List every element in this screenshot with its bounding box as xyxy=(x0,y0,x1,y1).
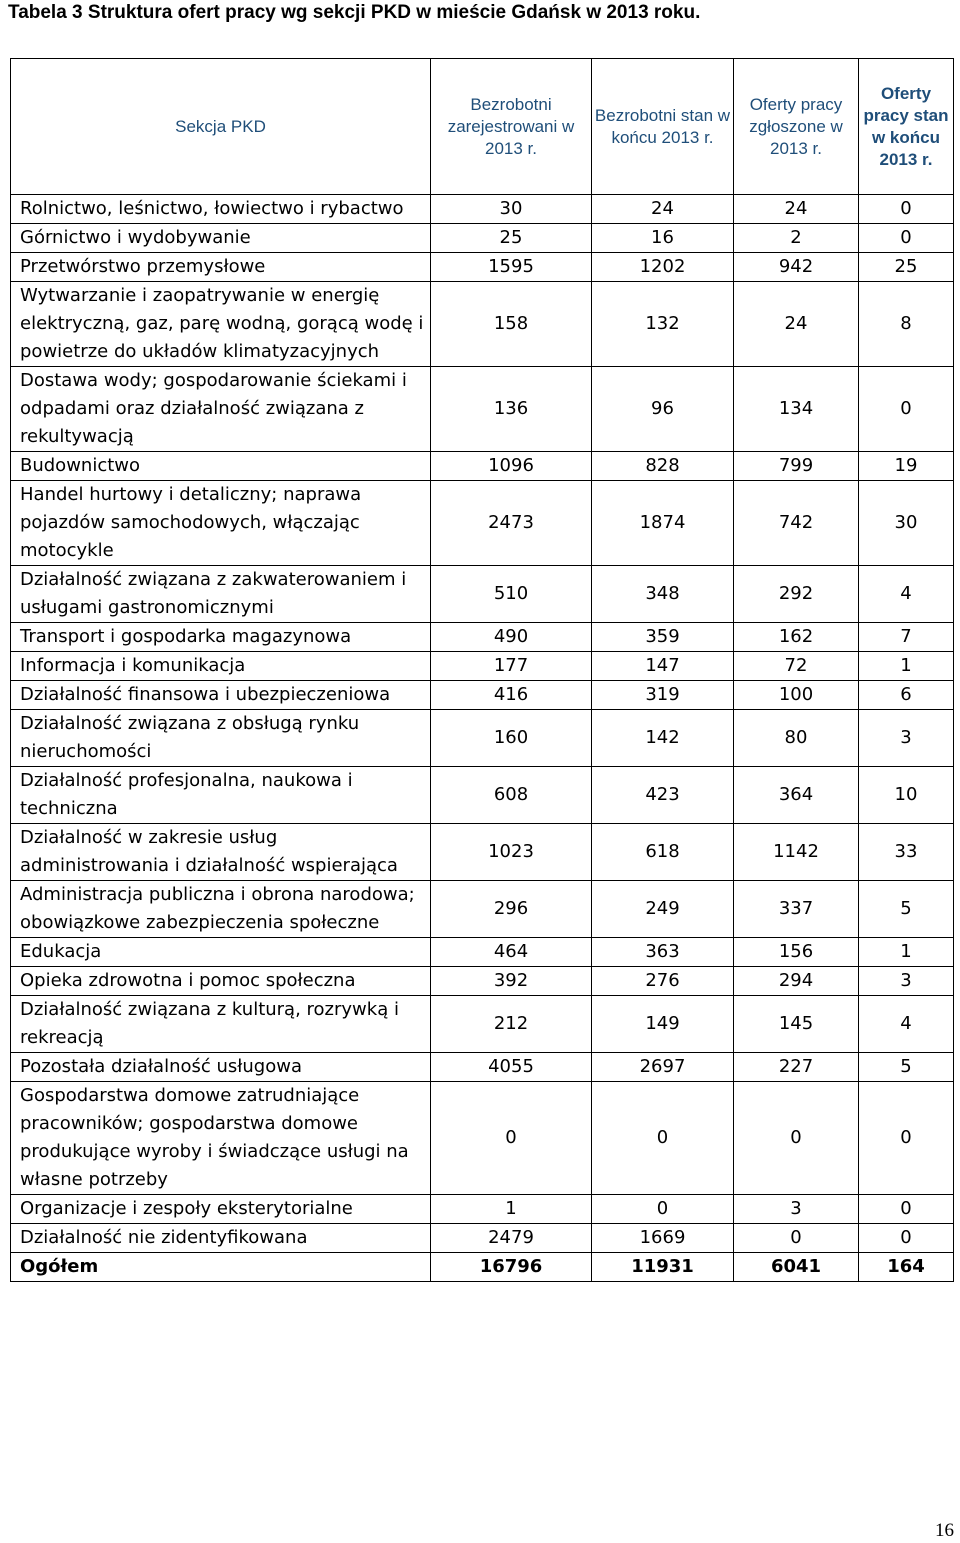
bezrobotni-stan-cell: 132 xyxy=(592,282,734,367)
sector-name: Gospodarstwa domowe zatrudniające pracowników; gospodarstwa domowe produkujące wyroby i świadczące usługi na własne potrzeby xyxy=(11,1082,431,1195)
oferty-zgloszone-cell: 80 xyxy=(734,710,859,767)
table-row xyxy=(11,1053,954,1082)
oferty-zgloszone-cell: 0 xyxy=(734,1224,859,1253)
oferty-stan-cell: 33 xyxy=(859,824,954,881)
oferty-zgloszone-cell: 162 xyxy=(734,623,859,652)
bezrobotni-stan-cell: 11931 xyxy=(592,1253,734,1282)
table-body xyxy=(11,195,954,1282)
sector-name: Przetwórstwo przemysłowe xyxy=(11,253,431,282)
oferty-zgloszone-cell: 145 xyxy=(734,996,859,1053)
bezrobotni-zarejestrowani-cell: 25 xyxy=(431,224,592,253)
total-label: Ogółem xyxy=(11,1253,431,1282)
bezrobotni-stan-cell: 0 xyxy=(592,1195,734,1224)
oferty-zgloszone-cell: 292 xyxy=(734,566,859,623)
oferty-stan-cell: 4 xyxy=(859,996,954,1053)
bezrobotni-zarejestrowani-cell: 177 xyxy=(431,652,592,681)
bezrobotni-stan-cell: 16 xyxy=(592,224,734,253)
oferty-zgloszone-cell: 134 xyxy=(734,367,859,452)
oferty-zgloszone-cell: 364 xyxy=(734,767,859,824)
sector-name: Działalność finansowa i ubezpieczeniowa xyxy=(11,681,431,710)
sector-name: Działalność związana z obsługą rynku nieruchomości xyxy=(11,710,431,767)
bezrobotni-stan-cell: 319 xyxy=(592,681,734,710)
bezrobotni-zarejestrowani-cell: 510 xyxy=(431,566,592,623)
header-bezrobotni-zarejestrowani: Bezrobotni zarejestrowani w 2013 r. xyxy=(431,59,592,195)
oferty-zgloszone-cell: 942 xyxy=(734,253,859,282)
oferty-stan-cell: 0 xyxy=(859,1082,954,1195)
table-row xyxy=(11,452,954,481)
bezrobotni-zarejestrowani-cell: 4055 xyxy=(431,1053,592,1082)
bezrobotni-zarejestrowani-cell: 296 xyxy=(431,881,592,938)
table-row xyxy=(11,996,954,1053)
oferty-stan-cell: 0 xyxy=(859,224,954,253)
header-row xyxy=(11,59,954,195)
oferty-zgloszone-cell: 799 xyxy=(734,452,859,481)
bezrobotni-stan-cell: 423 xyxy=(592,767,734,824)
header-oferty-stan: Oferty pracy stan w końcu 2013 r. xyxy=(859,59,954,195)
sector-name: Edukacja xyxy=(11,938,431,967)
table-row xyxy=(11,481,954,566)
oferty-stan-cell: 164 xyxy=(859,1253,954,1282)
bezrobotni-zarejestrowani-cell: 1595 xyxy=(431,253,592,282)
table-row xyxy=(11,566,954,623)
table-row xyxy=(11,938,954,967)
table-row xyxy=(11,253,954,282)
bezrobotni-stan-cell: 618 xyxy=(592,824,734,881)
oferty-zgloszone-cell: 156 xyxy=(734,938,859,967)
sector-name: Transport i gospodarka magazynowa xyxy=(11,623,431,652)
oferty-zgloszone-cell: 294 xyxy=(734,967,859,996)
bezrobotni-zarejestrowani-cell: 0 xyxy=(431,1082,592,1195)
table-row xyxy=(11,195,954,224)
sector-name: Górnictwo i wydobywanie xyxy=(11,224,431,253)
oferty-stan-cell: 10 xyxy=(859,767,954,824)
sector-name: Opieka zdrowotna i pomoc społeczna xyxy=(11,967,431,996)
header-sekcja: Sekcja PKD xyxy=(11,59,431,195)
bezrobotni-zarejestrowani-cell: 160 xyxy=(431,710,592,767)
bezrobotni-stan-cell: 363 xyxy=(592,938,734,967)
sector-name: Informacja i komunikacja xyxy=(11,652,431,681)
bezrobotni-zarejestrowani-cell: 490 xyxy=(431,623,592,652)
bezrobotni-zarejestrowani-cell: 212 xyxy=(431,996,592,1053)
bezrobotni-zarejestrowani-cell: 158 xyxy=(431,282,592,367)
bezrobotni-zarejestrowani-cell: 1096 xyxy=(431,452,592,481)
bezrobotni-stan-cell: 142 xyxy=(592,710,734,767)
oferty-stan-cell: 0 xyxy=(859,367,954,452)
oferty-stan-cell: 0 xyxy=(859,1224,954,1253)
oferty-stan-cell: 7 xyxy=(859,623,954,652)
bezrobotni-stan-cell: 24 xyxy=(592,195,734,224)
sector-name: Działalność w zakresie usług administrowania i działalność wspierająca xyxy=(11,824,431,881)
oferty-zgloszone-cell: 1142 xyxy=(734,824,859,881)
sector-name: Działalność związana z zakwaterowaniem i usługami gastronomicznymi xyxy=(11,566,431,623)
sector-name: Działalność związana z kulturą, rozrywką i rekreacją xyxy=(11,996,431,1053)
bezrobotni-zarejestrowani-cell: 136 xyxy=(431,367,592,452)
bezrobotni-zarejestrowani-cell: 2473 xyxy=(431,481,592,566)
oferty-zgloszone-cell: 742 xyxy=(734,481,859,566)
table-row xyxy=(11,710,954,767)
table-row xyxy=(11,1224,954,1253)
sector-name: Administracja publiczna i obrona narodowa; obowiązkowe zabezpieczenia społeczne xyxy=(11,881,431,938)
bezrobotni-zarejestrowani-cell: 1023 xyxy=(431,824,592,881)
header-bezrobotni-stan: Bezrobotni stan w końcu 2013 r. xyxy=(592,59,734,195)
table-row xyxy=(11,623,954,652)
oferty-zgloszone-cell: 24 xyxy=(734,282,859,367)
sector-name: Działalność profesjonalna, naukowa i techniczna xyxy=(11,767,431,824)
bezrobotni-stan-cell: 1874 xyxy=(592,481,734,566)
table-row xyxy=(11,282,954,367)
oferty-stan-cell: 0 xyxy=(859,1195,954,1224)
oferty-stan-cell: 1 xyxy=(859,652,954,681)
table-row xyxy=(11,1195,954,1224)
oferty-zgloszone-cell: 24 xyxy=(734,195,859,224)
oferty-stan-cell: 5 xyxy=(859,881,954,938)
pkd-offers-table xyxy=(10,58,954,1282)
sector-name: Dostawa wody; gospodarowanie ściekami i odpadami oraz działalność związana z rekultywacją xyxy=(11,367,431,452)
sector-name: Pozostała działalność usługowa xyxy=(11,1053,431,1082)
oferty-stan-cell: 6 xyxy=(859,681,954,710)
bezrobotni-zarejestrowani-cell: 464 xyxy=(431,938,592,967)
bezrobotni-zarejestrowani-cell: 392 xyxy=(431,967,592,996)
bezrobotni-stan-cell: 249 xyxy=(592,881,734,938)
oferty-stan-cell: 0 xyxy=(859,195,954,224)
bezrobotni-zarejestrowani-cell: 1 xyxy=(431,1195,592,1224)
sector-name: Organizacje i zespoły eksterytorialne xyxy=(11,1195,431,1224)
oferty-stan-cell: 3 xyxy=(859,967,954,996)
oferty-stan-cell: 1 xyxy=(859,938,954,967)
oferty-zgloszone-cell: 100 xyxy=(734,681,859,710)
oferty-zgloszone-cell: 6041 xyxy=(734,1253,859,1282)
oferty-zgloszone-cell: 227 xyxy=(734,1053,859,1082)
table-row xyxy=(11,652,954,681)
oferty-stan-cell: 25 xyxy=(859,253,954,282)
bezrobotni-stan-cell: 96 xyxy=(592,367,734,452)
sector-name: Handel hurtowy i detaliczny; naprawa pojazdów samochodowych, włączając motocykle xyxy=(11,481,431,566)
oferty-stan-cell: 4 xyxy=(859,566,954,623)
oferty-stan-cell: 8 xyxy=(859,282,954,367)
oferty-zgloszone-cell: 0 xyxy=(734,1082,859,1195)
sector-name: Budownictwo xyxy=(11,452,431,481)
bezrobotni-zarejestrowani-cell: 608 xyxy=(431,767,592,824)
total-row xyxy=(11,1253,954,1282)
table-row xyxy=(11,824,954,881)
bezrobotni-zarejestrowani-cell: 16796 xyxy=(431,1253,592,1282)
sector-name: Rolnictwo, leśnictwo, łowiectwo i rybactwo xyxy=(11,195,431,224)
sector-name: Wytwarzanie i zaopatrywanie w energię elektryczną, gaz, parę wodną, gorącą wodę i powietrze do układów klimatyzacyjnych xyxy=(11,282,431,367)
bezrobotni-zarejestrowani-cell: 2479 xyxy=(431,1224,592,1253)
table-row xyxy=(11,224,954,253)
bezrobotni-zarejestrowani-cell: 416 xyxy=(431,681,592,710)
oferty-stan-cell: 3 xyxy=(859,710,954,767)
table-row xyxy=(11,1082,954,1195)
bezrobotni-stan-cell: 2697 xyxy=(592,1053,734,1082)
bezrobotni-stan-cell: 348 xyxy=(592,566,734,623)
table-row xyxy=(11,367,954,452)
oferty-stan-cell: 30 xyxy=(859,481,954,566)
bezrobotni-stan-cell: 1669 xyxy=(592,1224,734,1253)
bezrobotni-stan-cell: 147 xyxy=(592,652,734,681)
bezrobotni-stan-cell: 276 xyxy=(592,967,734,996)
page-number: 16 xyxy=(935,1520,954,1541)
table-row xyxy=(11,967,954,996)
bezrobotni-stan-cell: 359 xyxy=(592,623,734,652)
header-oferty-zgloszone: Oferty pracy zgłoszone w 2013 r. xyxy=(734,59,859,195)
table-title: Tabela 3 Struktura ofert pracy wg sekcji PKD w mieście Gdańsk w 2013 roku. xyxy=(8,2,701,23)
bezrobotni-stan-cell: 828 xyxy=(592,452,734,481)
table-row xyxy=(11,681,954,710)
table-row xyxy=(11,767,954,824)
oferty-stan-cell: 5 xyxy=(859,1053,954,1082)
sector-name: Działalność nie zidentyfikowana xyxy=(11,1224,431,1253)
oferty-zgloszone-cell: 2 xyxy=(734,224,859,253)
table-row xyxy=(11,881,954,938)
oferty-zgloszone-cell: 3 xyxy=(734,1195,859,1224)
oferty-zgloszone-cell: 337 xyxy=(734,881,859,938)
oferty-stan-cell: 19 xyxy=(859,452,954,481)
oferty-zgloszone-cell: 72 xyxy=(734,652,859,681)
bezrobotni-stan-cell: 1202 xyxy=(592,253,734,282)
bezrobotni-stan-cell: 149 xyxy=(592,996,734,1053)
bezrobotni-stan-cell: 0 xyxy=(592,1082,734,1195)
bezrobotni-zarejestrowani-cell: 30 xyxy=(431,195,592,224)
